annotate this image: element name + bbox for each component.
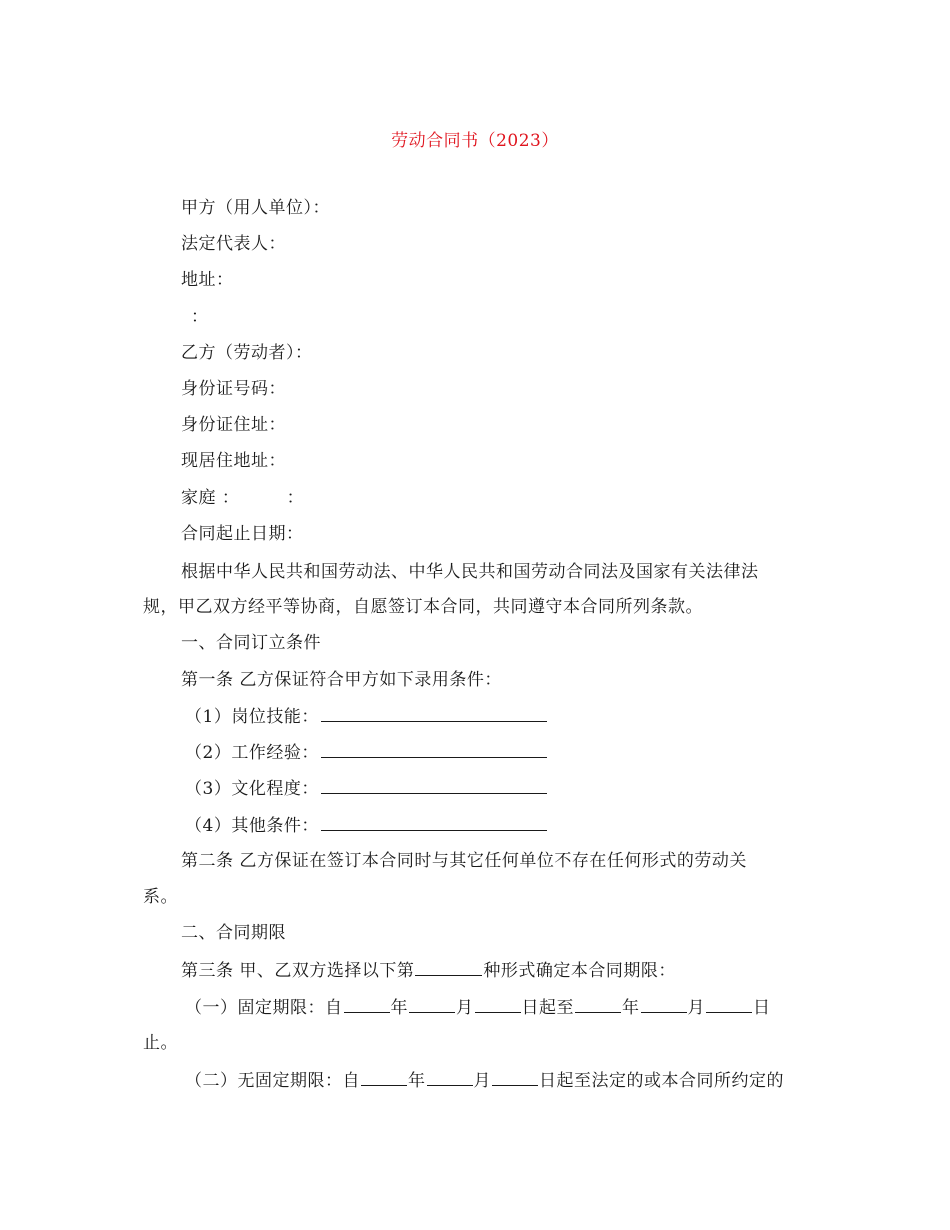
fill-blank[interactable] (575, 996, 621, 1013)
employer-field: 甲方（用人单位）： (181, 198, 330, 218)
current-address-field: 现居住地址： (181, 451, 286, 471)
employee-field: 乙方（劳动者）： (181, 343, 313, 363)
article-1: 第一条 乙方保证符合甲方如下录用条件： (181, 670, 502, 690)
fill-blank[interactable] (321, 814, 547, 831)
fill-blank[interactable] (344, 996, 390, 1013)
legal-representative-field: 法定代表人： (181, 234, 286, 254)
fill-blank[interactable] (321, 705, 547, 722)
fill-blank[interactable] (641, 996, 687, 1013)
fill-blank[interactable] (415, 959, 482, 976)
fill-blank[interactable] (409, 996, 455, 1013)
condition-education: （3）文化程度： (185, 777, 547, 800)
fill-blank[interactable] (706, 996, 752, 1013)
section-heading: 一、合同订立条件 (181, 633, 321, 653)
document-title: 劳动合同书（2023） (391, 131, 559, 151)
article-3: 第三条 甲、乙双方选择以下第 种形式确定本合同期限： (181, 961, 676, 981)
fill-blank[interactable] (475, 996, 521, 1013)
fill-blank[interactable] (321, 741, 547, 758)
open-term-line: （二）无固定期限：自 年 月 日起至法定的或本合同所约定的 (185, 1071, 784, 1091)
blank-label-field: ： (191, 307, 209, 327)
condition-other: （4）其他条件： (185, 814, 547, 837)
id-address-field: 身份证住址： (181, 415, 286, 435)
fill-blank[interactable] (492, 1069, 538, 1086)
id-number-field: 身份证号码： (181, 379, 286, 399)
address-field: 地址： (181, 270, 234, 290)
preamble-line-2: 规，甲乙双方经平等协商，自愿签订本合同，共同遵守本合同所列条款。 (143, 597, 703, 617)
condition-experience: （2）工作经验： (185, 741, 547, 764)
article-2-line-2: 系。 (143, 887, 178, 907)
fill-blank[interactable] (321, 777, 547, 794)
preamble-line-1: 根据中华人民共和国劳动法、中华人民共和国劳动合同法及国家有关法律法 (181, 562, 759, 582)
family-field: 家庭 ： ： (181, 488, 305, 508)
fill-blank[interactable] (427, 1069, 473, 1086)
contract-period-field: 合同起止日期： (181, 524, 304, 544)
article-2-line-1: 第二条 乙方保证在签订本合同时与其它任何单位不存在任何形式的劳动关 (181, 851, 747, 871)
section-heading: 二、合同期限 (181, 923, 286, 943)
condition-skills: （1）岗位技能： (185, 705, 547, 728)
fill-blank[interactable] (361, 1069, 407, 1086)
fixed-term-line-1: （一）固定期限：自 年 月 日起至 年 月 日 (185, 998, 771, 1018)
fixed-term-line-2: 止。 (143, 1033, 178, 1053)
